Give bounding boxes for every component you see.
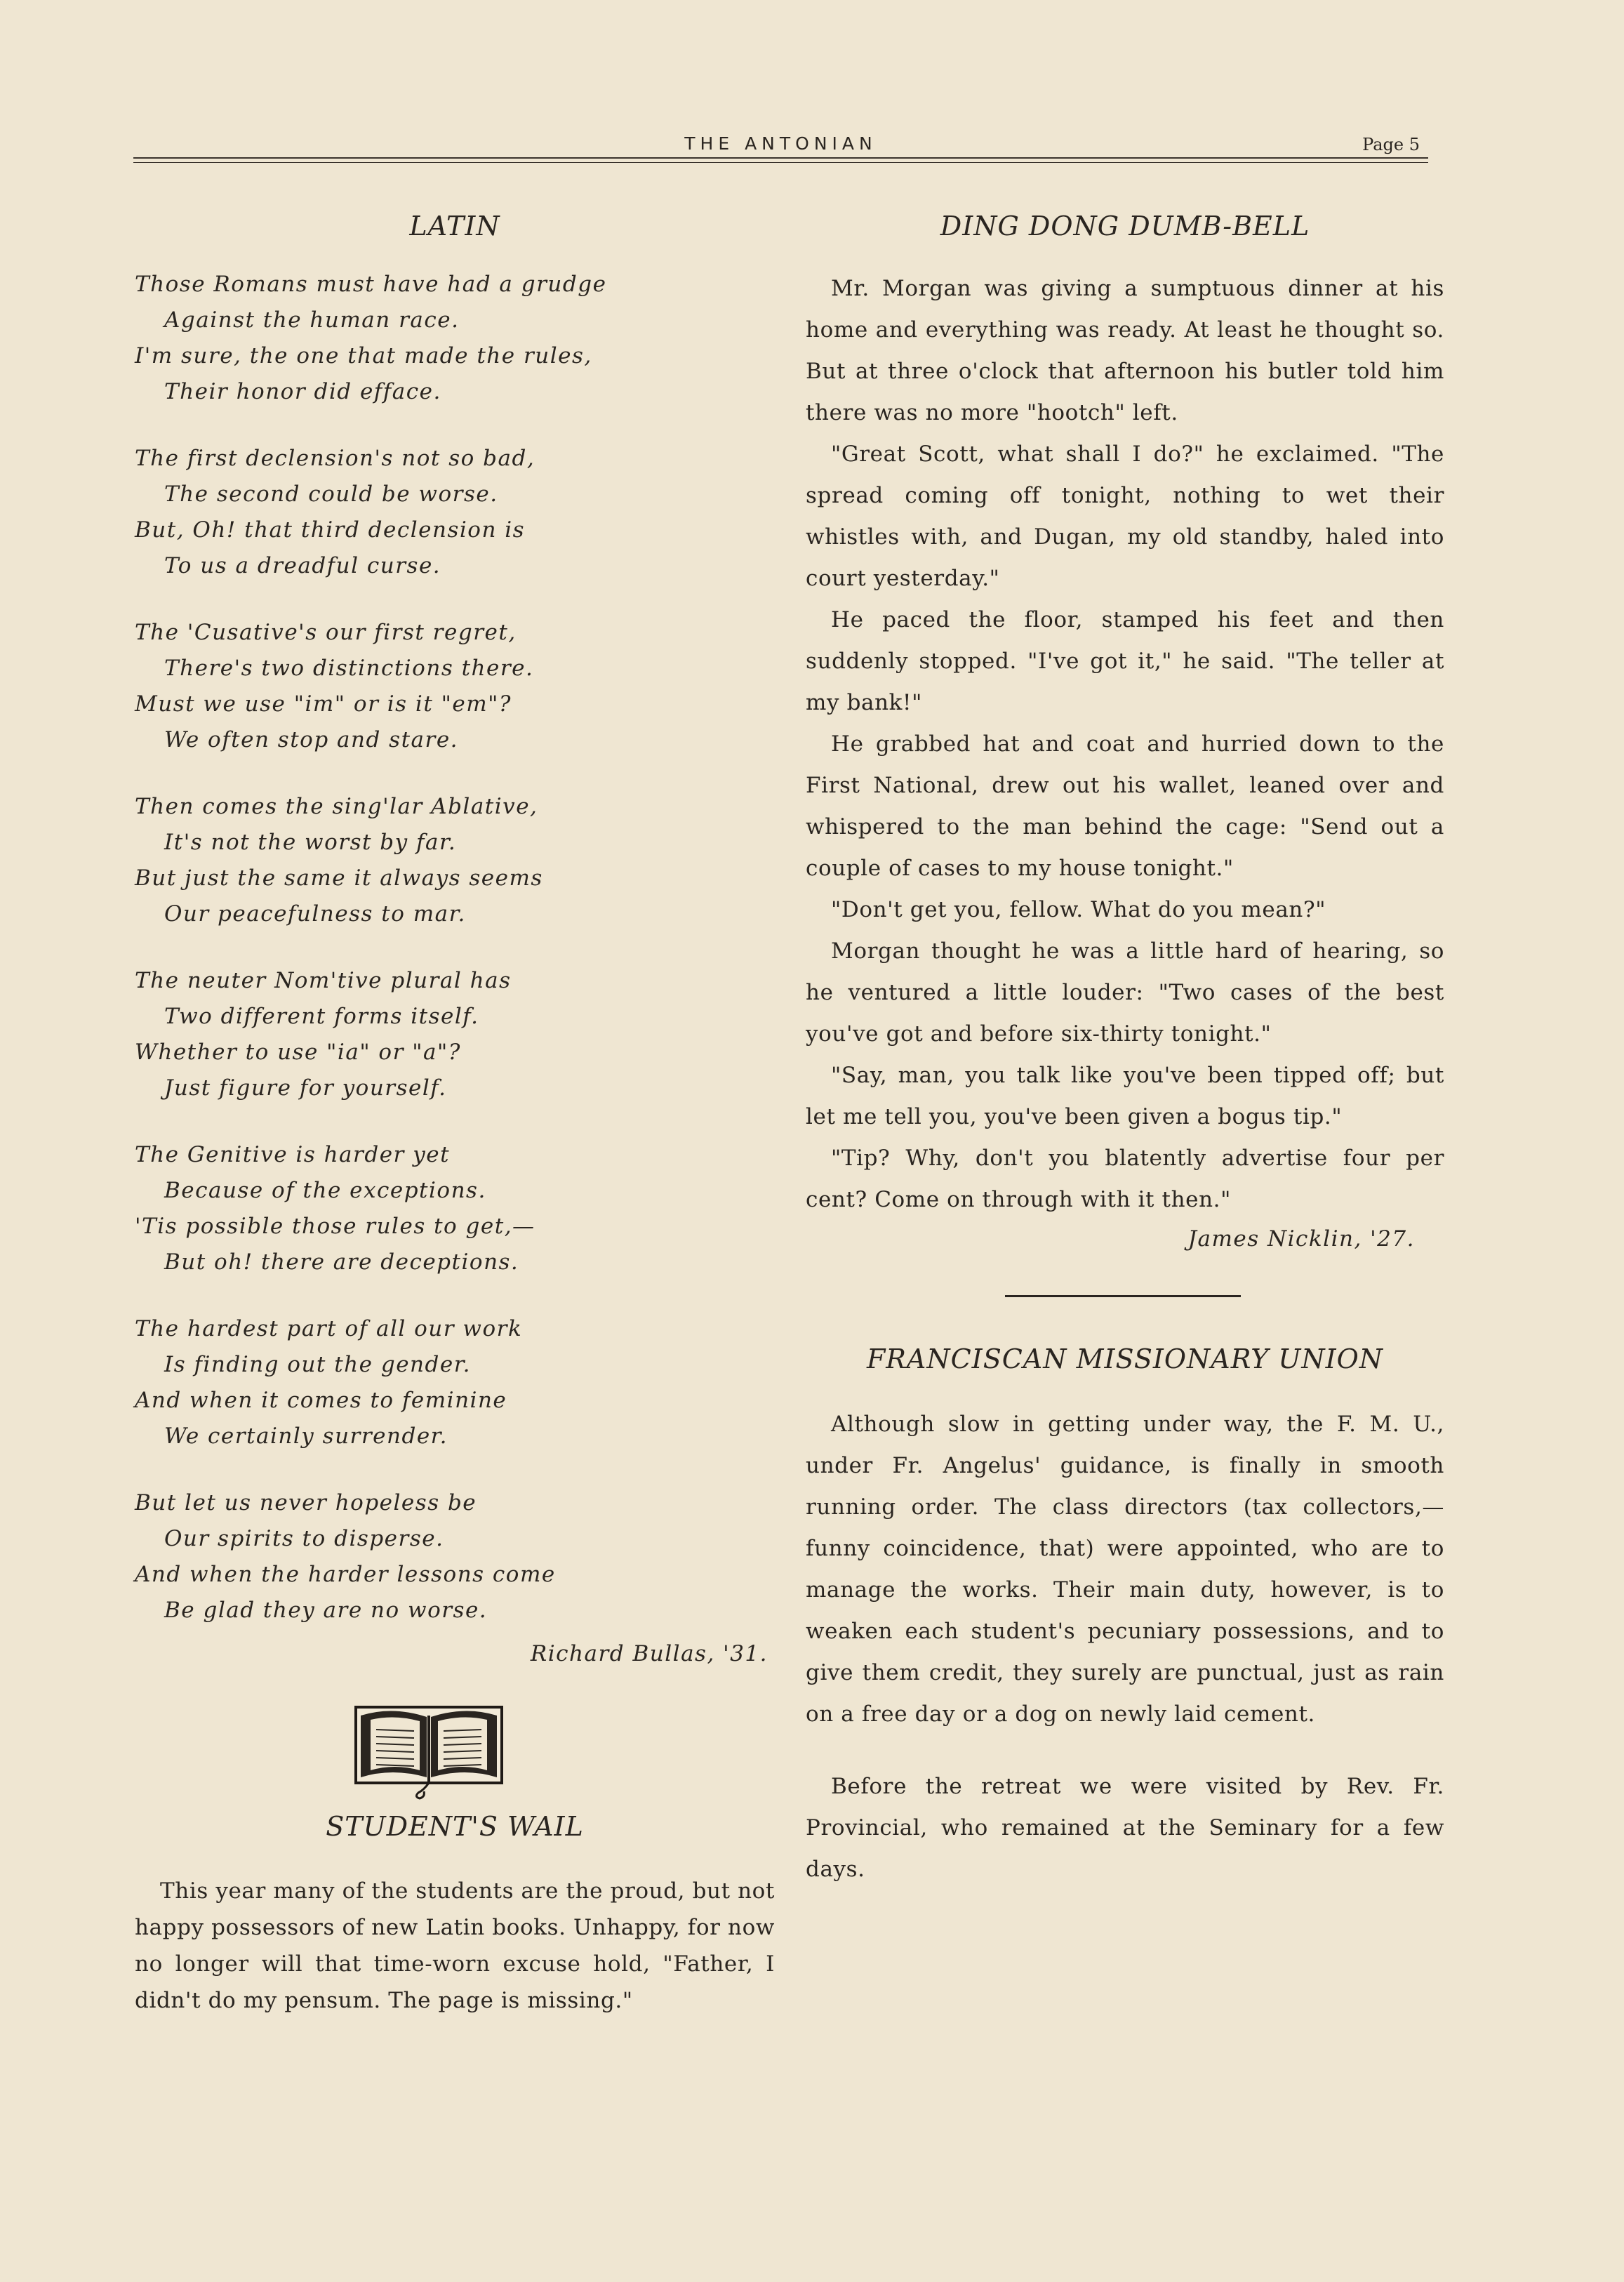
section-divider — [1005, 1295, 1241, 1297]
students-wail-body — [135, 1873, 775, 2019]
page-header — [133, 132, 1428, 160]
poem-line: But just the same it always seems — [135, 865, 543, 891]
poem-stanza — [135, 1311, 775, 1454]
poem-line: To us a dreadful curse. — [164, 553, 441, 578]
poem-line: And when the harder lessons come — [135, 1562, 556, 1587]
ding-dong-body — [806, 268, 1444, 1221]
ding-dong-paragraph: Morgan thought he was a little hard of hearing, so he ventured a little louder: "Two cases of the best you've got and before six-thirty tonight." — [806, 938, 1444, 1047]
poem-stanza — [135, 267, 775, 410]
poem-line: The first declension's not so bad, — [135, 446, 535, 471]
latin-title: LATIN — [409, 211, 500, 241]
poem-line: The Genitive is harder yet — [135, 1142, 451, 1167]
poem-line: There's two distinctions there. — [164, 656, 534, 681]
fmu-title: FRANCISCAN MISSIONARY UNION — [866, 1344, 1384, 1374]
poem-line: We often stop and stare. — [164, 727, 459, 752]
poem-line: Those Romans must have had a grudge — [135, 272, 607, 297]
poem-line: The 'Cusative's our first regret, — [135, 620, 517, 645]
fmu-body — [806, 1404, 1444, 1890]
ding-dong-paragraph: "Say, man, you talk like you've been tipped off; but let me tell you, you've been given a bogus tip." — [806, 1063, 1444, 1129]
ding-dong-paragraph: "Don't get you, fellow. What do you mean?" — [831, 897, 1326, 922]
poem-line: Our spirits to disperse. — [164, 1526, 444, 1551]
open-book-icon — [354, 1700, 504, 1800]
poem-line: And when it comes to feminine — [135, 1388, 507, 1413]
poem-line: But oh! there are deceptions. — [164, 1249, 519, 1275]
ding-dong-author: James Nicklin, '27. — [1187, 1226, 1415, 1252]
ding-dong-paragraph: Mr. Morgan was giving a sumptuous dinner at his home and everything was ready. At least he thought so. But at three o'clock that afternoon his butler told him there was no more "hootch" left. — [806, 276, 1444, 425]
poem-line: I'm sure, the one that made the rules, — [135, 343, 592, 369]
poem-line: Because of the exceptions. — [164, 1178, 486, 1203]
ding-dong-title: DING DONG DUMB-BELL — [940, 211, 1310, 241]
poem-line: Just figure for yourself. — [164, 1075, 447, 1101]
poem-line: Is finding out the gender. — [164, 1352, 471, 1377]
students-wail-title: STUDENT'S WAIL — [326, 1811, 584, 1842]
page-number: Page 5 — [1362, 135, 1420, 154]
poem-stanza — [135, 963, 775, 1106]
fmu-paragraph: Before the retreat we were visited by Rev. Fr. Provincial, who remained at the Seminary for a few days. — [806, 1774, 1444, 1882]
poem-line: Be glad they are no worse. — [164, 1598, 488, 1623]
students-wail-paragraph: This year many of the students are the proud, but not happy possessors of new Latin books. Unhappy, for now no longer will that time-worn excuse hold, "Father, I didn't do my pensum. The page is missing." — [135, 1878, 775, 2013]
poem-line: Our peacefulness to mar. — [164, 901, 466, 927]
ding-dong-paragraph: "Tip? Why, don't you blatently advertise four per cent? Come on through with it then." — [806, 1146, 1444, 1212]
poem-stanza — [135, 1137, 775, 1280]
poem-line: But let us never hopeless be — [135, 1490, 477, 1515]
right-column — [806, 211, 1444, 1890]
poem-stanza — [135, 441, 775, 584]
poem-line: Must we use "im" or is it "em"? — [135, 691, 512, 717]
ding-dong-paragraph: He paced the floor, stamped his feet and then suddenly stopped. "I've got it," he said. "The teller at my bank!" — [806, 607, 1444, 715]
ding-dong-paragraph: He grabbed hat and coat and hurried down to the First National, drew out his wallet, leaned over and whispered to the man behind the cage: "Send out a couple of cases to my house tonight." — [806, 731, 1444, 881]
header-rule — [133, 157, 1428, 159]
poem-line: The hardest part of all our work — [135, 1316, 523, 1341]
latin-author: Richard Bullas, '31. — [530, 1641, 768, 1666]
poem-line: Then comes the sing'lar Ablative, — [135, 794, 538, 819]
poem-line: Against the human race. — [164, 307, 460, 333]
poem-line: The second could be worse. — [164, 482, 498, 507]
publication-title: THE ANTONIAN — [684, 133, 877, 154]
poem-line: Two different forms itself. — [164, 1004, 479, 1029]
poem-line: It's not the worst by far. — [164, 830, 457, 855]
latin-poem — [135, 267, 775, 1628]
poem-line: Their honor did efface. — [164, 379, 441, 404]
ding-dong-paragraph: "Great Scott, what shall I do?" he exclaimed. "The spread coming off tonight, nothing to wet their whistles with, and Dugan, my old standby, haled into court yesterday." — [806, 442, 1444, 591]
left-column — [135, 211, 775, 2019]
poem-stanza — [135, 615, 775, 758]
poem-stanza — [135, 789, 775, 932]
header-rule-thin — [133, 162, 1428, 163]
poem-line: But, Oh! that third declension is — [135, 517, 526, 543]
poem-line: The neuter Nom'tive plural has — [135, 968, 512, 993]
poem-stanza — [135, 1485, 775, 1628]
poem-line: 'Tis possible those rules to get,— — [135, 1214, 535, 1239]
poem-line: Whether to use "ia" or "a"? — [135, 1040, 461, 1065]
fmu-paragraph: Although slow in getting under way, the F. M. U., under Fr. Angelus' guidance, is finally in smooth running order. The class directors (tax collectors,—funny coincidence, that) were appointed, who are to manage the works. Their main duty, however, is to weaken each student's pecuniary possessions, and to give them credit, they surely are punctual, just as rain on a free day or a dog on newly laid cement. — [806, 1412, 1444, 1727]
poem-line: We certainly surrender. — [164, 1424, 448, 1449]
